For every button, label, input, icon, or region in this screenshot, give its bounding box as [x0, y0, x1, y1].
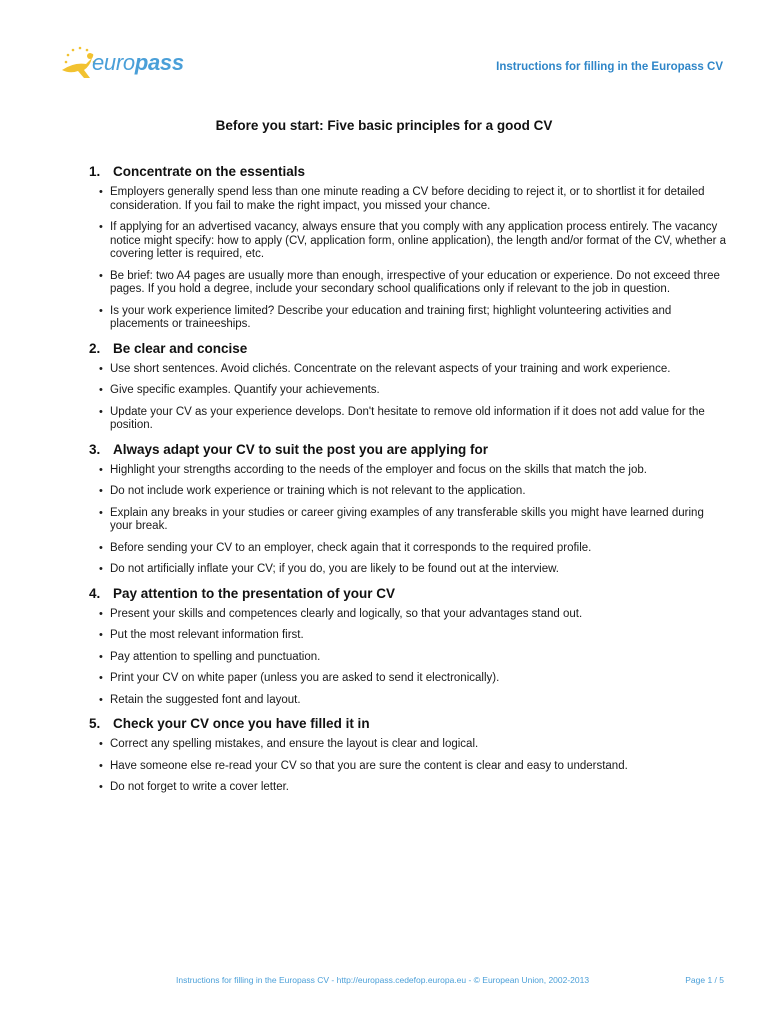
list-item: • Do not include work experience or training which is not relevant to the application.	[89, 485, 729, 499]
list-item: • Do not forget to write a cover letter.	[89, 781, 729, 795]
section-presentation	[89, 586, 729, 708]
section-check-cv	[89, 716, 729, 795]
section-title: Pay attention to the presentation of your CV	[113, 585, 396, 601]
logo-prefix: euro	[92, 50, 135, 75]
bullet-list	[89, 608, 729, 708]
principles-content	[89, 164, 729, 804]
list-item: • Put the most relevant information first.	[89, 629, 729, 643]
list-item: • Is your work experience limited? Describe your education and training first; highlight volunteering activities and placements or traineeships.	[89, 305, 729, 332]
list-item: • Employers generally spend less than one minute reading a CV before deciding to reject it, or to shortlist it for detailed consideration. If you fail to make the right impact, you missed your chance.	[89, 186, 729, 213]
section-number: 5.	[89, 716, 101, 731]
list-item: • Update your CV as your experience develops. Don't hesitate to remove old information if it does not add value for the position.	[89, 406, 729, 433]
list-item: • Have someone else re-read your CV so that you are sure the content is clear and easy to understand.	[89, 760, 729, 774]
bullet-list	[89, 363, 729, 433]
section-number: 3.	[89, 441, 101, 457]
section-number: 2.	[89, 340, 101, 356]
header-doc-label: Instructions for filling in the Europass CV	[496, 61, 723, 73]
list-item: • Print your CV on white paper (unless you are asked to send it electronically).	[89, 672, 729, 686]
logo-suffix: pass	[134, 50, 184, 75]
bullet-list	[89, 464, 729, 577]
section-title: Check your CV once you have filled it in	[113, 716, 370, 731]
list-item: • Use short sentences. Avoid clichés. Concentrate on the relevant aspects of your training and work experience.	[89, 363, 729, 377]
section-clear-concise	[89, 341, 729, 433]
list-item: • Give specific examples. Quantify your achievements.	[89, 384, 729, 398]
list-item: • Be brief: two A4 pages are usually more than enough, irrespective of your education or experience. Do not exceed three pages. If you hold a degree, include your secondary school qualifications only if relevant to the job in question.	[89, 270, 729, 297]
page-title: Before you start: Five basic principles for a good CV	[215, 118, 553, 133]
section-adapt-cv	[89, 442, 729, 577]
list-item: • Before sending your CV to an employer, check again that it corresponds to the required profile.	[89, 542, 729, 556]
list-item: • Correct any spelling mistakes, and ensure the layout is clear and logical.	[89, 738, 729, 752]
list-item: • Highlight your strengths according to the needs of the employer and focus on the skills that match the job.	[89, 464, 729, 478]
list-item: • Retain the suggested font and layout.	[89, 694, 729, 708]
section-heading	[89, 442, 729, 457]
footer-text: Instructions for filling in the Europass CV - http://europass.cedefop.europa.eu - © European Union, 2002-2013	[176, 975, 590, 985]
list-item: • If applying for an advertised vacancy, always ensure that you comply with any application process entirely. The vacancy notice might specify: how to apply (CV, application form, online application), the length and/or format of the CV, whether a covering letter is required, etc.	[89, 221, 729, 262]
section-title: Always adapt your CV to suit the post you are applying for	[113, 441, 489, 457]
section-number: 4.	[89, 585, 101, 601]
section-title: Be clear and concise	[113, 340, 248, 356]
list-item: • Pay attention to spelling and punctuation.	[89, 651, 729, 665]
list-item: • Present your skills and competences clearly and logically, so that your advantages stand out.	[89, 608, 729, 622]
section-title: Concentrate on the essentials	[113, 164, 306, 179]
section-number: 1.	[89, 164, 101, 179]
bullet-list	[89, 738, 729, 795]
section-heading	[89, 586, 729, 601]
page-number: Page 1 / 5	[685, 975, 724, 985]
europass-wordmark	[92, 52, 184, 74]
bullet-list	[89, 186, 729, 332]
list-item: • Do not artificially inflate your CV; if you do, you are likely to be found out at the interview.	[89, 563, 729, 577]
section-concentrate	[89, 164, 729, 332]
section-heading	[89, 164, 729, 179]
section-heading	[89, 716, 729, 731]
section-heading	[89, 341, 729, 356]
list-item: • Explain any breaks in your studies or career giving examples of any transferable skills you might have learned during your break.	[89, 507, 729, 534]
